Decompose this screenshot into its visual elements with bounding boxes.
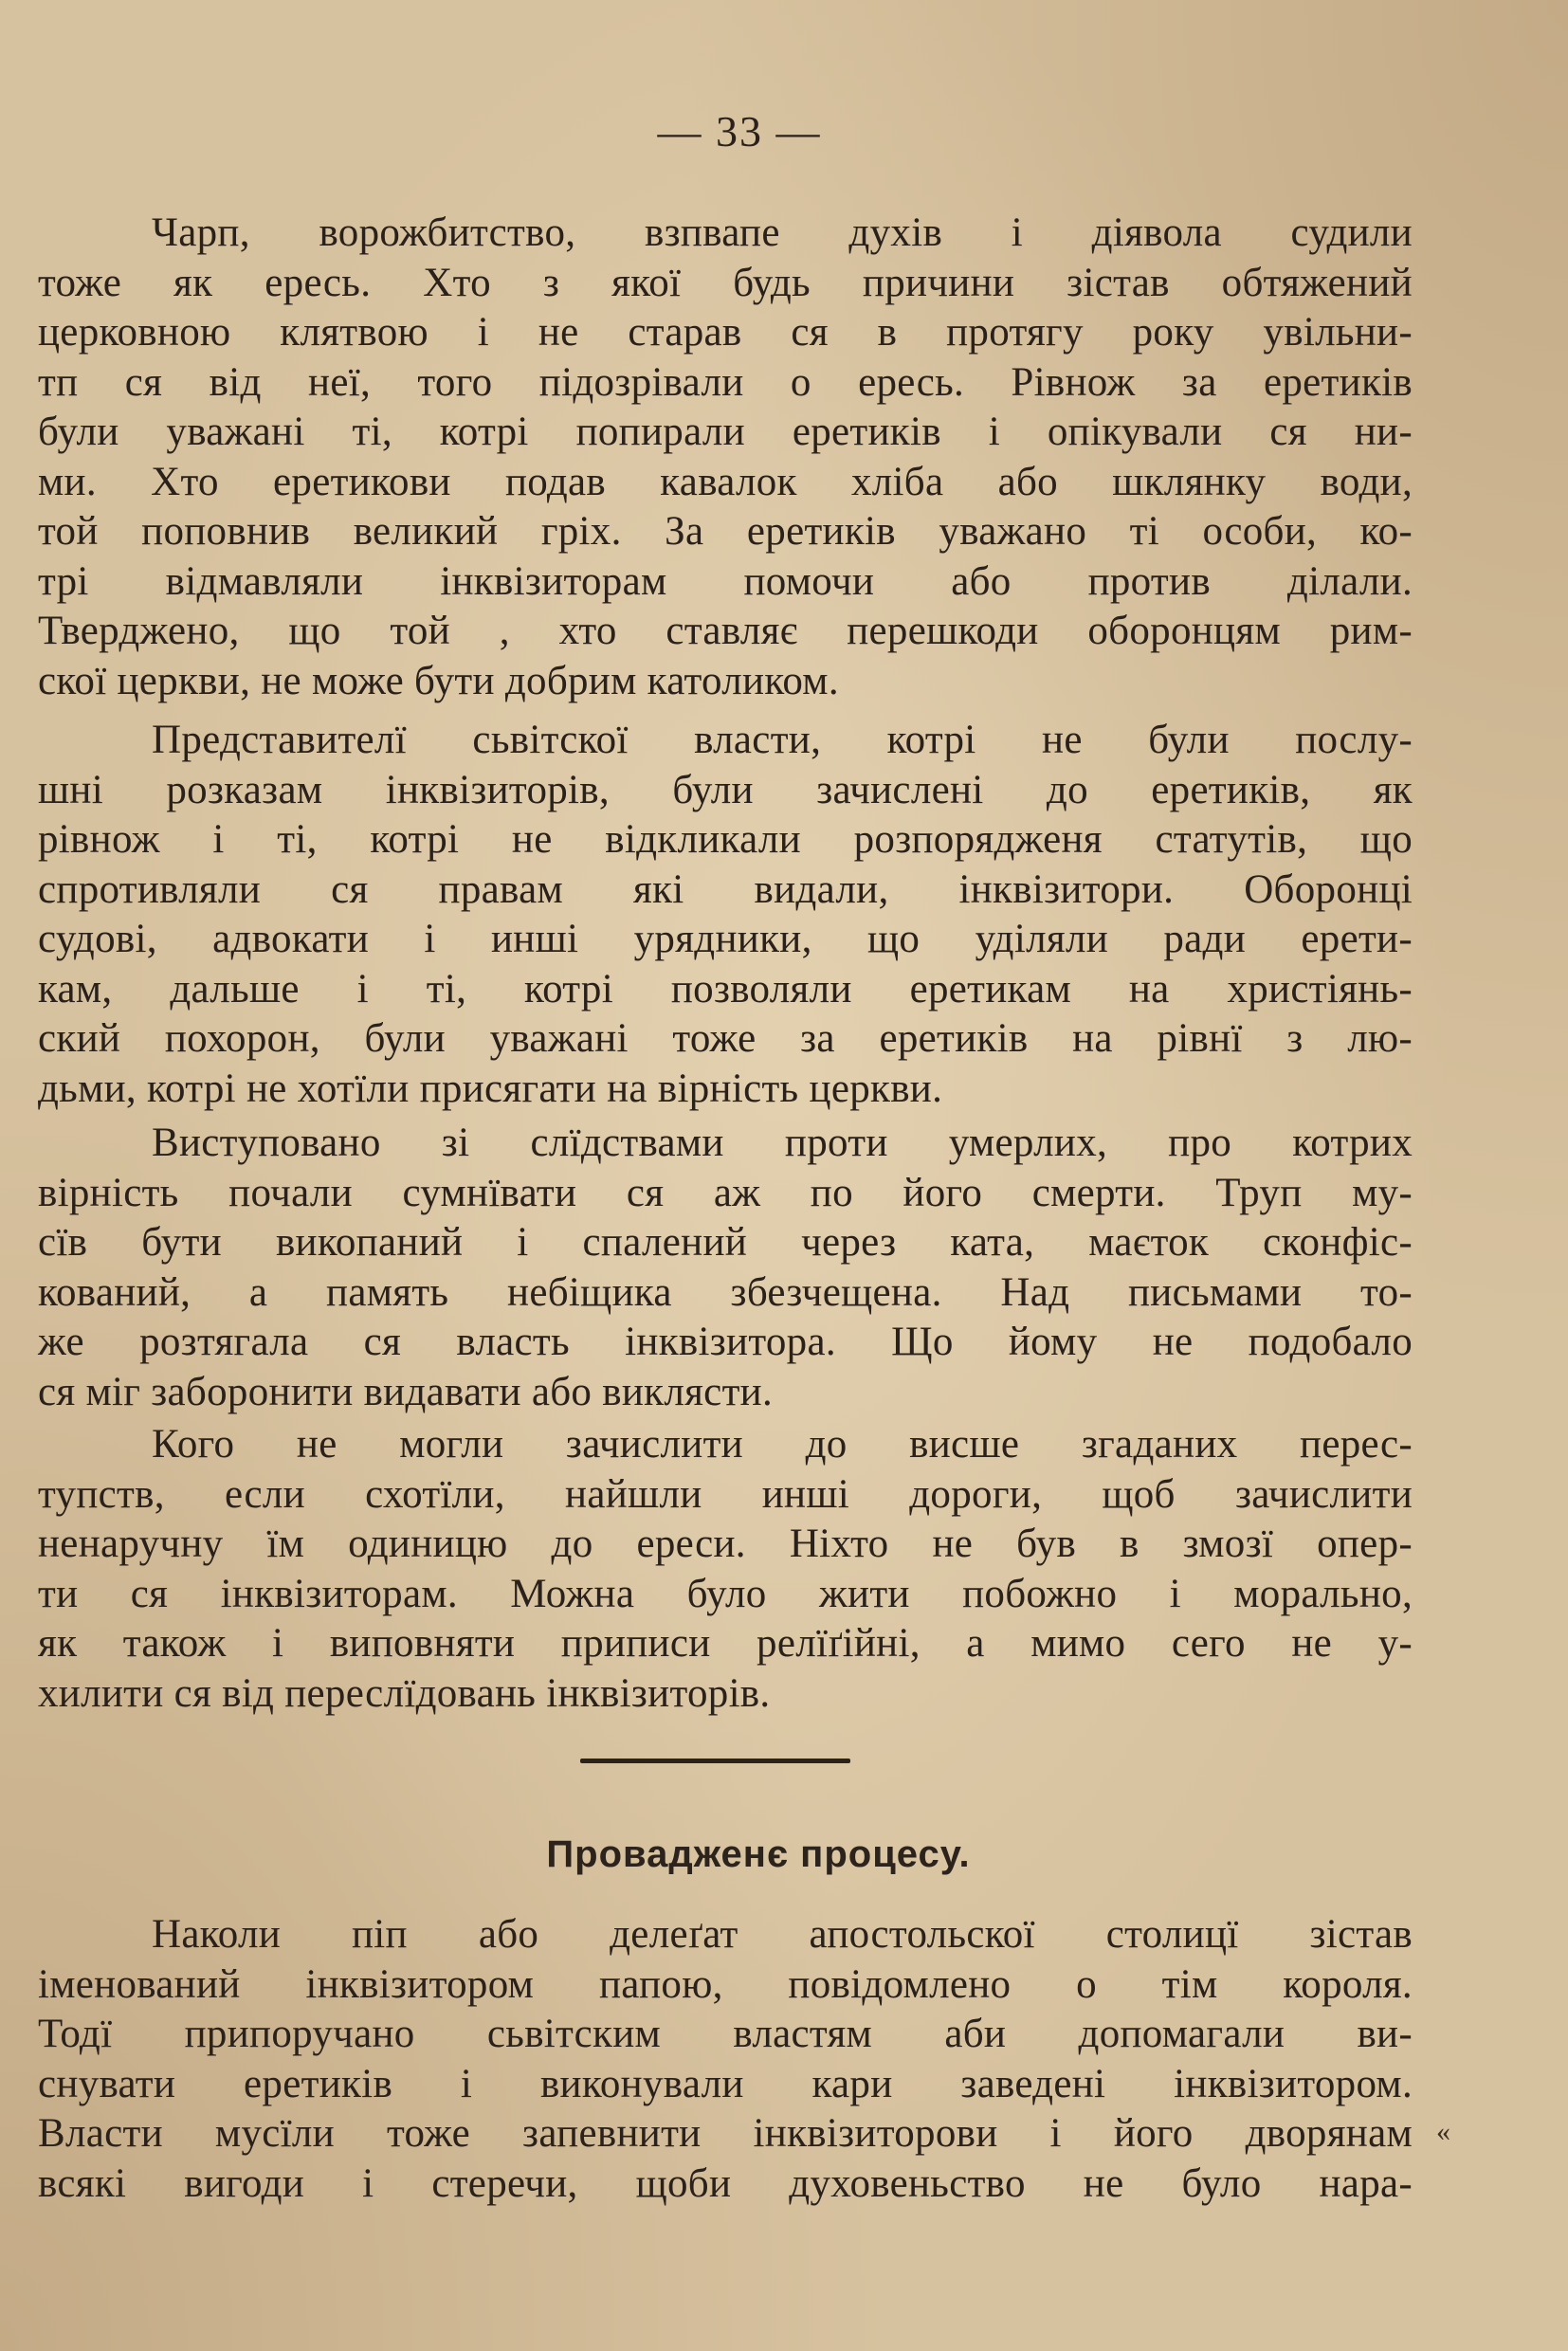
text-line: снувати еретиків і виконували кари заведені інквізитором. bbox=[38, 2061, 1413, 2106]
text-line: Наколи піп або делеґат апостольскої столицї зістав bbox=[152, 1912, 1413, 1957]
section-divider bbox=[580, 1759, 850, 1763]
text-line: Тверджено, що той , хто ставляє перешкоди оборонцям рим- bbox=[38, 609, 1413, 653]
text-line: рівнож і ті, котрі не відкликали розпорядженя статутів, що bbox=[38, 817, 1413, 862]
text-line: тоже як ересь. Хто з якої будь причини зістав обтяжений bbox=[38, 260, 1413, 305]
text-line: же розтягала ся власть інквізитора. Що йому не подобало bbox=[38, 1320, 1413, 1364]
text-line: судові, адвокати і инші урядники, що уділяли ради ерети- bbox=[38, 917, 1413, 961]
text-line: тп ся від неї, того підозрівали о ересь. Рівнож за еретиків bbox=[38, 359, 1413, 405]
text-line: як також і виповняти приписи релїґійні, а мимо сего не у- bbox=[38, 1621, 1413, 1666]
text-line: Тодї припоручано сьвітским властям аби допомагали ви- bbox=[38, 2012, 1413, 2056]
paragraph-investigations-dead bbox=[38, 1119, 1413, 1417]
paragraph-secular-authorities bbox=[38, 716, 1413, 1114]
text-line: Представителї сьвітскої власти, котрі не були послу- bbox=[152, 718, 1413, 762]
text-line: скої церкви, не може бути добрим католиком. bbox=[38, 658, 839, 703]
text-line: Виступовано зі слїдствами проти умерлих, про котрих bbox=[152, 1121, 1413, 1165]
text-line: сїв бути викопаний і спалений через ката, маєток сконфіс- bbox=[38, 1220, 1413, 1265]
text-line: кам, дальше і ті, котрі позволяли еретикам на христіянь- bbox=[38, 966, 1413, 1011]
text-line: ся міг заборонити видавати або виклясти. bbox=[38, 1369, 774, 1414]
paragraph-witchcraft bbox=[38, 209, 1413, 706]
text-line: Чарп, ворожбитство, взпвапе духів і діявола судили bbox=[152, 210, 1413, 255]
margin-mark: « bbox=[1436, 2116, 1450, 2147]
text-line: хилити ся від переслїдовань інквізиторів. bbox=[38, 1670, 771, 1716]
text-line: всякі вигоди і стеречи, щоби духовеньство не було нара- bbox=[38, 2160, 1413, 2206]
section-heading: Провадженє процесу. bbox=[546, 1833, 971, 1875]
paragraph-other-ways bbox=[38, 1420, 1413, 1719]
paragraph-process bbox=[38, 1910, 1413, 2209]
text-line: ти ся інквізиторам. Можна було жити побожно і морально, bbox=[38, 1571, 1413, 1616]
text-line: ми. Хто еретикови подав кавалок хліба або шклянку води, bbox=[38, 459, 1413, 504]
text-line: трі відмавляли інквізиторам помочи або против ділали. bbox=[38, 558, 1413, 604]
text-line: кований, а память небіщика збезчещена. Над письмами то- bbox=[38, 1269, 1413, 1315]
text-line: ский похорон, були уважані тоже за еретиків на рівнї з лю- bbox=[38, 1016, 1413, 1061]
text-line: ненаручну їм одиницю до ереси. Ніхто не був в змозї опер- bbox=[38, 1522, 1413, 1566]
text-line: іменований інквізитором папою, повідомлено о тім короля. bbox=[38, 1961, 1413, 2007]
text-line: були уважані ті, котрі попирали еретиків і опікували ся ни- bbox=[38, 410, 1413, 454]
text-line: Кого не могли зачислити до висше згаданих перес- bbox=[152, 1422, 1413, 1467]
text-line: дьми, котрі не хотїли присягати на вірність церкви. bbox=[38, 1066, 943, 1111]
text-line: вірність почали сумнївати ся аж по його смерти. Труп му- bbox=[38, 1170, 1413, 1215]
text-line: тупств, если схотїли, найшли инші дороги, щоб зачислити bbox=[38, 1471, 1413, 1517]
text-line: шні розказам інквізиторів, були зачислені до еретиків, як bbox=[38, 767, 1413, 812]
text-line: спротивляли ся правам які видали, інквізитори. Оборонці bbox=[38, 866, 1413, 912]
text-line: Власти мусїли тоже запевнити інквізиторови і його дворянам bbox=[38, 2111, 1413, 2156]
text-line: церковною клятвою і не старав ся в протягу року увільни- bbox=[38, 310, 1413, 355]
text-line: той поповнив великий гріх. За еретиків уважано ті особи, ко- bbox=[38, 509, 1413, 554]
page-number: — 33 — bbox=[657, 107, 822, 155]
